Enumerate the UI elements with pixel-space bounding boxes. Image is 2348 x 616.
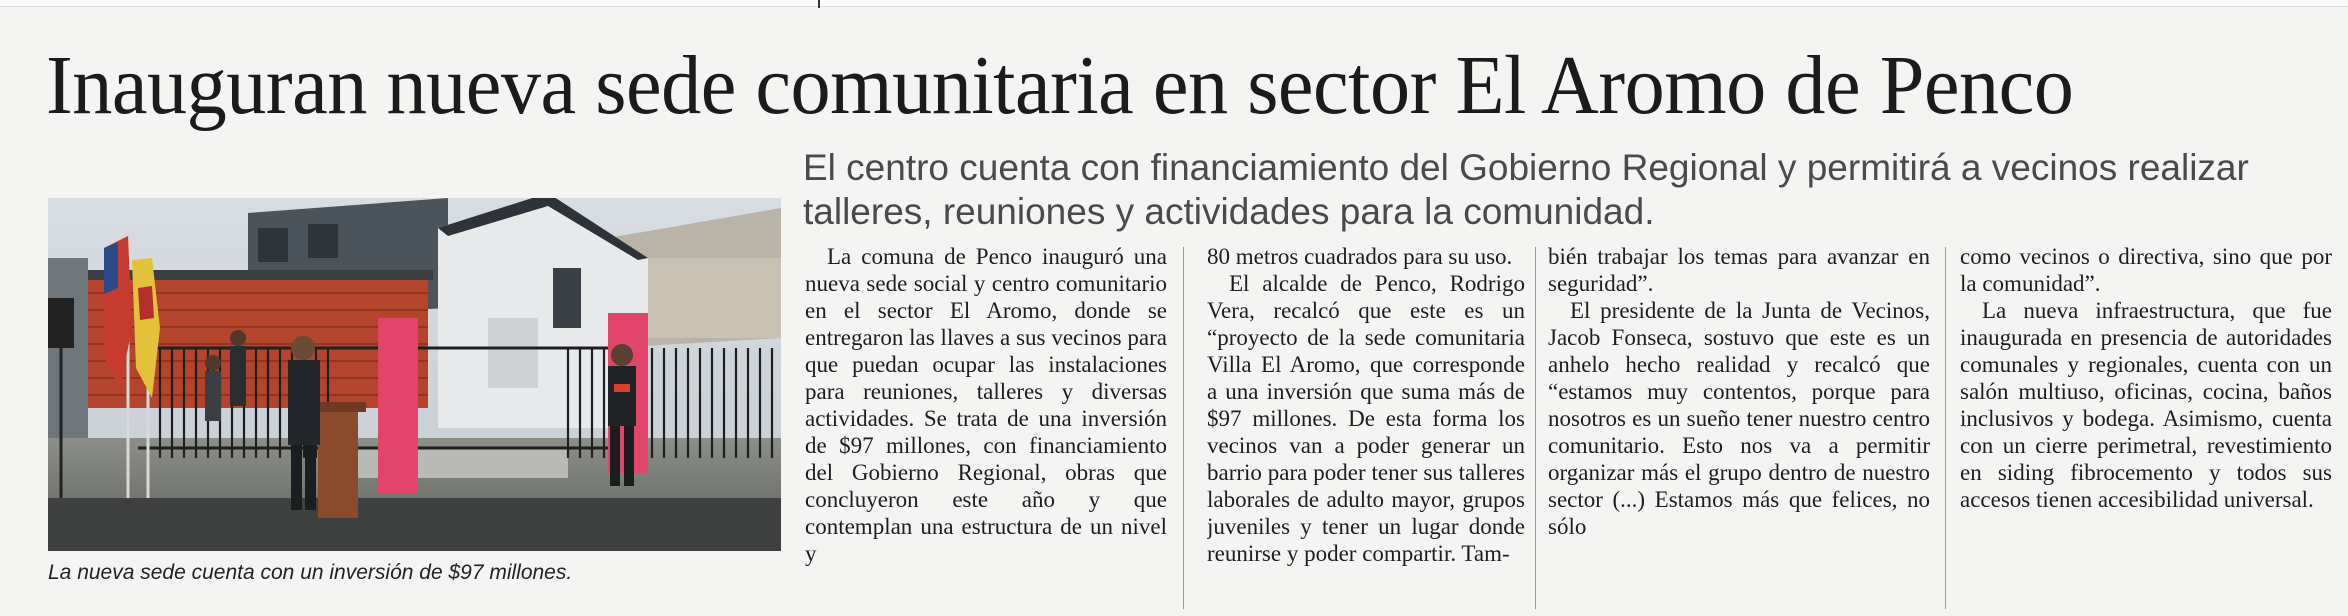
page-top-border: [0, 0, 2348, 7]
paragraph: El presidente de la Junta de Vecinos, Jacob Fonseca, sostuvo que este es un anhelo hecho realidad y recalcó que “estamos muy contentos, porque para nosotros es un sueño tener nuestro centro comunitario. Esto nos va a permitir organizar más el grupo dentro de nuestro sector (...) Estamos más que felices, no sólo: [1548, 298, 1930, 539]
paragraph: El alcalde de Penco, Rodrigo Vera, recalcó que este es un “proyecto de la sede comunitaria Villa El Aromo, que corresponde a una inversión que suma más de $97 millones. De esta forma los vecinos van a poder generar un barrio para poder tener sus talleres laborales de adulto mayor, grupos juveniles y tener un lugar donde reunirse y poder compartir. Tam-: [1207, 271, 1525, 566]
article-column-3: [1548, 243, 1930, 615]
article-column-1: [805, 243, 1167, 615]
top-divider-tick: [818, 0, 820, 8]
article-column-2: [1207, 243, 1525, 615]
column-divider: [1183, 247, 1184, 609]
column-divider: [1945, 247, 1946, 609]
paragraph: como vecinos o directiva, sino que por la comunidad”.: [1960, 244, 2332, 296]
article-subhead: El centro cuenta con financiamiento del Gobierno Regional y permitirá a vecinos realizar talleres, reuniones y actividades para la comunidad.: [803, 147, 2249, 232]
article-column-4: [1960, 243, 2332, 615]
column-divider: [1535, 247, 1536, 609]
paragraph: bién trabajar los temas para avanzar en seguridad”.: [1548, 244, 1930, 296]
article-headline: Inauguran nueva sede comunitaria en sector El Aromo de Penco: [46, 39, 2074, 132]
paragraph: La comuna de Penco inauguró una nueva sede social y centro comunitario en el sector El Aromo, donde se entregaron las llaves a sus vecinos para que puedan ocupar las instalaciones para reuniones, talleres y diversas actividades. Se trata de una inversión de $97 millones, con financiamiento del Gobierno Regional, obras que concluyeron este año y que contemplan una estructura de un nivel y: [805, 244, 1167, 566]
paragraph: La nueva infraestructura, que fue inaugurada en presencia de autoridades comunales y regionales, cuenta con un salón multiuso, oficinas, cocina, baños inclusivos y bodega. Asimismo, cuenta con un cierre perimetral, revestimiento en siding fibrocemento y todos sus accesos tienen accesibilidad universal.: [1960, 298, 2332, 512]
paragraph: 80 metros cuadrados para su uso.: [1207, 244, 1513, 269]
article-photo: [48, 198, 781, 551]
photo-caption: La nueva sede cuenta con un inversión de $97 millones.: [48, 561, 573, 584]
